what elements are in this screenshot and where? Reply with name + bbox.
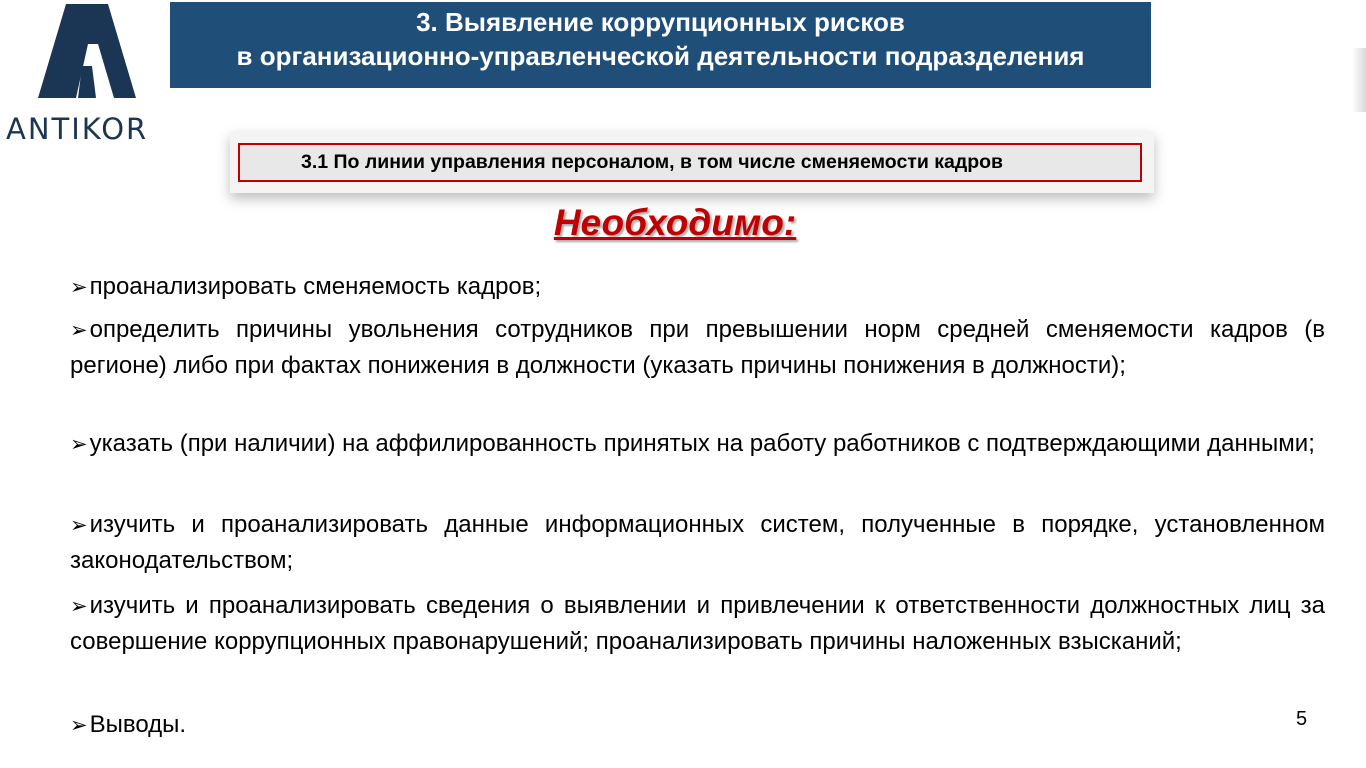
list-item-text: изучить и проанализировать сведения о выявлении и привлечении к ответственности должностных лиц за совершение коррупционных правонарушений; проанализировать причины наложенных взысканий;: [70, 592, 1325, 655]
section-subtitle: 3.1 По линии управления персоналом, в том числе сменяемости кадров: [238, 143, 1142, 182]
antikor-logo: [0, 0, 180, 150]
list-item: [70, 427, 1325, 463]
list-item: [70, 270, 1325, 306]
antikor-a-icon: [38, 4, 136, 98]
list-item: [70, 589, 1325, 659]
slide-title-line-2: в организационно-управленческой деятельности подразделения: [236, 41, 1085, 71]
list-item: [70, 508, 1325, 578]
list-item: [70, 313, 1325, 383]
list-item-text: определить причины увольнения сотрудников при превышении норм средней сменяемости кадров (в регионе) либо при фактах понижения в должности (указать причины понижения в должности);: [70, 316, 1325, 379]
arrow-bullet-icon: ➢: [70, 595, 88, 618]
arrow-bullet-icon: ➢: [70, 514, 88, 537]
arrow-bullet-icon: ➢: [70, 433, 88, 456]
slide-title-line-1: 3. Выявление коррупционных рисков: [416, 7, 905, 37]
list-item-text: Выводы.: [89, 711, 187, 738]
heading-necessary: Необходимо:: [553, 202, 797, 243]
page-number: 5: [1296, 708, 1308, 730]
decorative-edge: [1352, 48, 1366, 112]
arrow-bullet-icon: ➢: [70, 714, 88, 737]
slide-title: [170, 2, 1151, 88]
arrow-bullet-icon: ➢: [70, 276, 88, 299]
arrow-bullet-icon: ➢: [70, 319, 88, 342]
list-item-text: изучить и проанализировать данные информационных систем, полученные в порядке, установленном законодательством;: [70, 511, 1325, 574]
logo-text: ANTIKOR: [6, 112, 149, 146]
list-item: [70, 708, 1325, 744]
list-item-text: указать (при наличии) на аффилированность принятых на работу работников с подтверждающими данными;: [89, 430, 1315, 457]
list-item-text: проанализировать сменяемость кадров;: [89, 273, 542, 300]
